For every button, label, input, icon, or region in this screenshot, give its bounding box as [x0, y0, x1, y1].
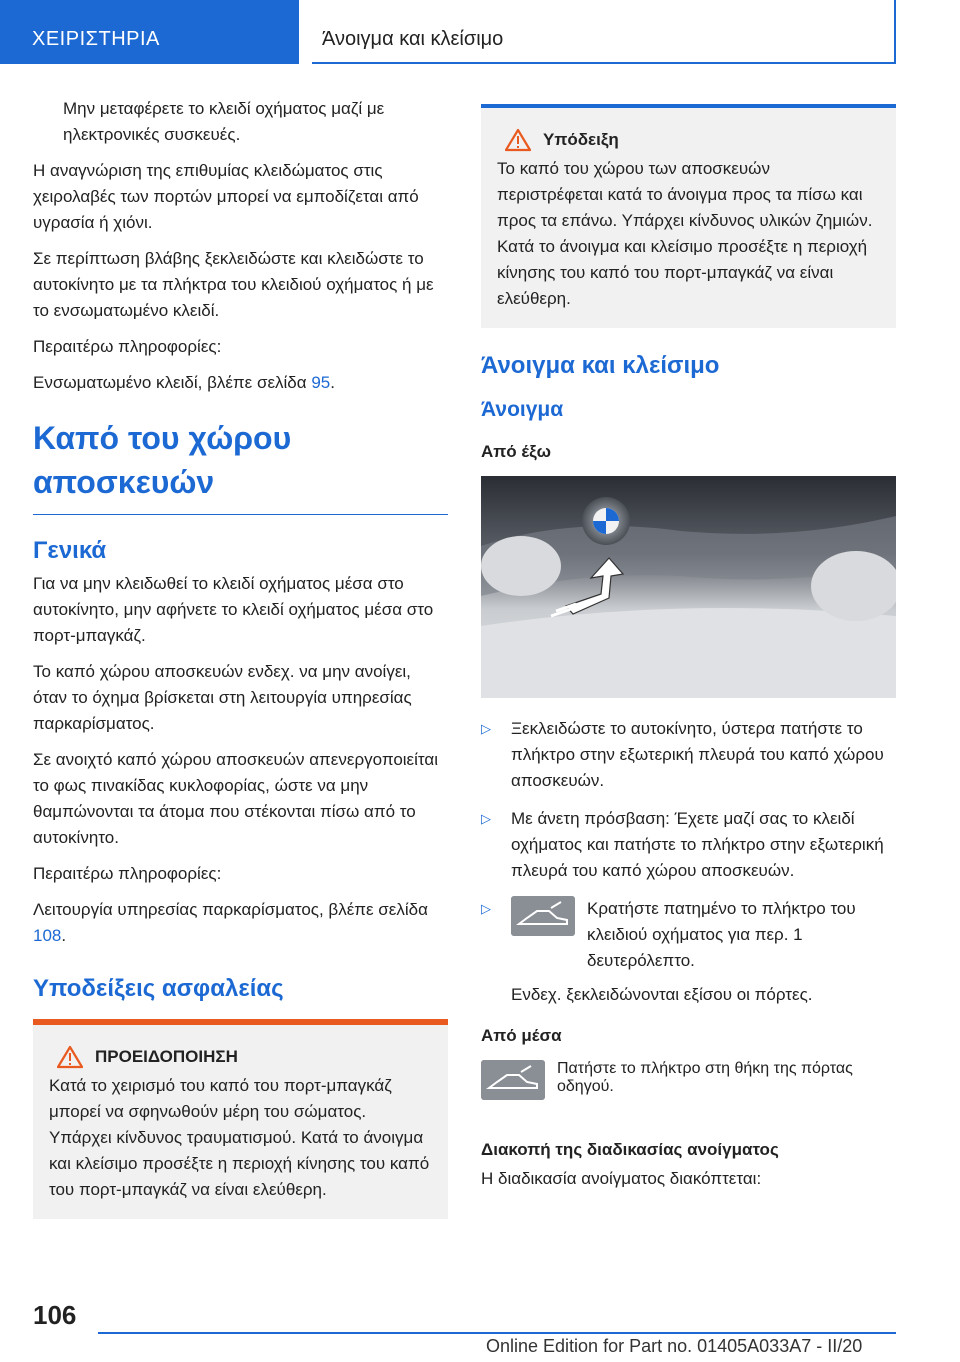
paragraph: Σε περίπτωση βλάβης ξεκλειδώστε και κλειδώστε το αυτοκίνητο με τα πλήκτρα του κλειδιού οχήματος ή με το ενσωματωμένο κλειδί.	[33, 249, 434, 320]
paragraph: Το καπό χώρου αποσκευών ενδεχ. να μην ανοίγει, όταν το όχημα βρίσκεται στη λειτουργία υπηρεσίας παρκαρίσματος.	[33, 662, 412, 733]
subsection-heading: Υποδείξεις ασφαλείας	[33, 975, 284, 1002]
right-column	[481, 104, 896, 1202]
note-text: Το καπό του χώρου των αποσκευών περιστρέφεται κατά το άνοιγμα προς τα πίσω και προς τα επάνω. Υπάρχει κίνδυνος υλικών ζημιών. Κατά το άνοιγμα και κλείσιμο προσέξτε η περιοχή κίνησης του καπό του πορτ-μπαγκάζ να είναι ελεύθερη.	[497, 159, 873, 308]
paragraph: Η αναγνώριση της επιθυμίας κλειδώματος στις χειρολαβές των πορτών μπορεί να εμποδίζεται από υγρασία ή χιόνι.	[33, 161, 419, 232]
step-text: Με άνετη πρόσβαση: Έχετε μαζί σας το κλειδί οχήματος και πατήστε το πλήκτρο στην εξωτερική πλευρά του καπό χώρου αποσκευών.	[511, 809, 884, 880]
trunk-button-photo	[481, 476, 896, 698]
warning-label: ΠΡΟΕΙΔΟΠΟΙΗΣΗ	[95, 1047, 238, 1066]
note-title	[497, 128, 880, 152]
list-item	[481, 896, 896, 1008]
note-box	[481, 104, 896, 328]
warning-triangle-icon	[57, 1045, 83, 1069]
minor-heading: Από έξω	[481, 442, 552, 461]
subsection-heading: Άνοιγμα	[481, 398, 564, 421]
step-note: Ενδεχ. ξεκλειδώνονται εξίσου οι πόρτες.	[511, 985, 813, 1004]
page-link[interactable]: 108	[33, 926, 62, 945]
warning-text: Κατά το χειρισμό του καπό του πορτ-μπαγκάζ μπορεί να σφηνωθούν μέρη του σώματος. Υπάρχει κίνδυνος τραυματισμού. Κατά το άνοιγμα και κλείσιμο προσέξτε η περιοχή κίνησης του καπό του πορτ-μπαγκάζ να είναι ελεύθερη.	[49, 1076, 430, 1199]
inside-row	[481, 1060, 896, 1100]
warning-title	[49, 1045, 432, 1069]
minor-heading: Από μέσα	[481, 1026, 562, 1045]
edition-text: Online Edition for Part no. 01405A033A7 - II/20	[486, 1336, 863, 1356]
key-row	[511, 896, 896, 974]
note-label: Υπόδειξη	[543, 130, 619, 149]
chapter-tab	[312, 0, 896, 64]
section-title: ΧΕΙΡΙΣΤΗΡΙΑ	[32, 28, 160, 50]
paragraph: Μην μεταφέρετε το κλειδί οχήματος μαζί με ηλεκτρονικές συσκευές.	[63, 99, 385, 144]
trunk-illustration	[481, 476, 896, 698]
chapter-title: Άνοιγμα και κλείσιμο	[322, 28, 504, 50]
section-heading: Άνοιγμα και κλείσιμο	[481, 352, 720, 379]
step-text: Ξεκλειδώστε το αυτοκίνητο, ύστερα πατήστε το πλήκτρο στην εξωτερική πλευρά του καπό χώρου αποσκευών.	[511, 719, 884, 790]
page-header	[0, 0, 960, 64]
text: .	[61, 926, 67, 945]
text: .	[330, 373, 335, 392]
bullet-triangle-icon: ▷	[481, 901, 491, 916]
paragraph-with-link	[33, 370, 448, 396]
paragraph: Σε ανοιχτό καπό χώρου αποσκευών απενεργοποιείται το φως πινακίδας κυκλοφορίας, ώστε να μην θαμπώνονται τα άτομα που στέκονται πίσω από το αυτοκίνητο.	[33, 750, 438, 847]
bullet-triangle-icon: ▷	[481, 811, 491, 826]
step-text: Κρατήστε πατημένο το πλήκτρο του κλειδιού οχήματος για περ. 1 δευτερόλεπτο.	[587, 899, 856, 970]
left-column	[33, 96, 448, 1219]
bullet-triangle-icon: ▷	[481, 721, 491, 736]
paragraph: Για να μην κλειδωθεί το κλειδί οχήματος μέσα στο αυτοκίνητο, μην αφήνετε το κλειδί οχήματος μέσα στο πορτ-μπαγκάζ.	[33, 574, 434, 645]
text: Ενσωματωμένο κλειδί, βλέπε σελίδα	[33, 373, 312, 392]
paragraph-with-link	[33, 897, 448, 949]
trunk-key-icon	[511, 896, 575, 936]
warning-triangle-icon	[505, 128, 531, 152]
page-number: 106	[33, 1300, 77, 1330]
minor-heading: Διακοπή της διαδικασίας ανοίγματος	[481, 1140, 779, 1159]
subsection-heading: Γενικά	[33, 537, 107, 564]
paragraph: Περαιτέρω πληροφορίες:	[33, 864, 222, 883]
section-heading: Καπό του χώρου αποσκευών	[33, 416, 448, 515]
paragraph: Περαιτέρω πληροφορίες:	[33, 337, 222, 356]
list-item	[481, 716, 896, 794]
list-item	[481, 806, 896, 884]
page-link[interactable]: 95	[311, 373, 331, 392]
step-text: Πατήστε το πλήκτρο στη θήκη της πόρτας οδηγού.	[557, 1060, 853, 1095]
paragraph: Η διαδικασία ανοίγματος διακόπτεται:	[481, 1169, 762, 1188]
trunk-button-icon	[481, 1060, 545, 1100]
section-tab	[0, 0, 299, 64]
text: Λειτουργία υπηρεσίας παρκαρίσματος, βλέπε σελίδα	[33, 900, 428, 919]
footer-divider	[98, 1332, 896, 1334]
warning-box	[33, 1019, 448, 1219]
step-content	[511, 896, 896, 1008]
